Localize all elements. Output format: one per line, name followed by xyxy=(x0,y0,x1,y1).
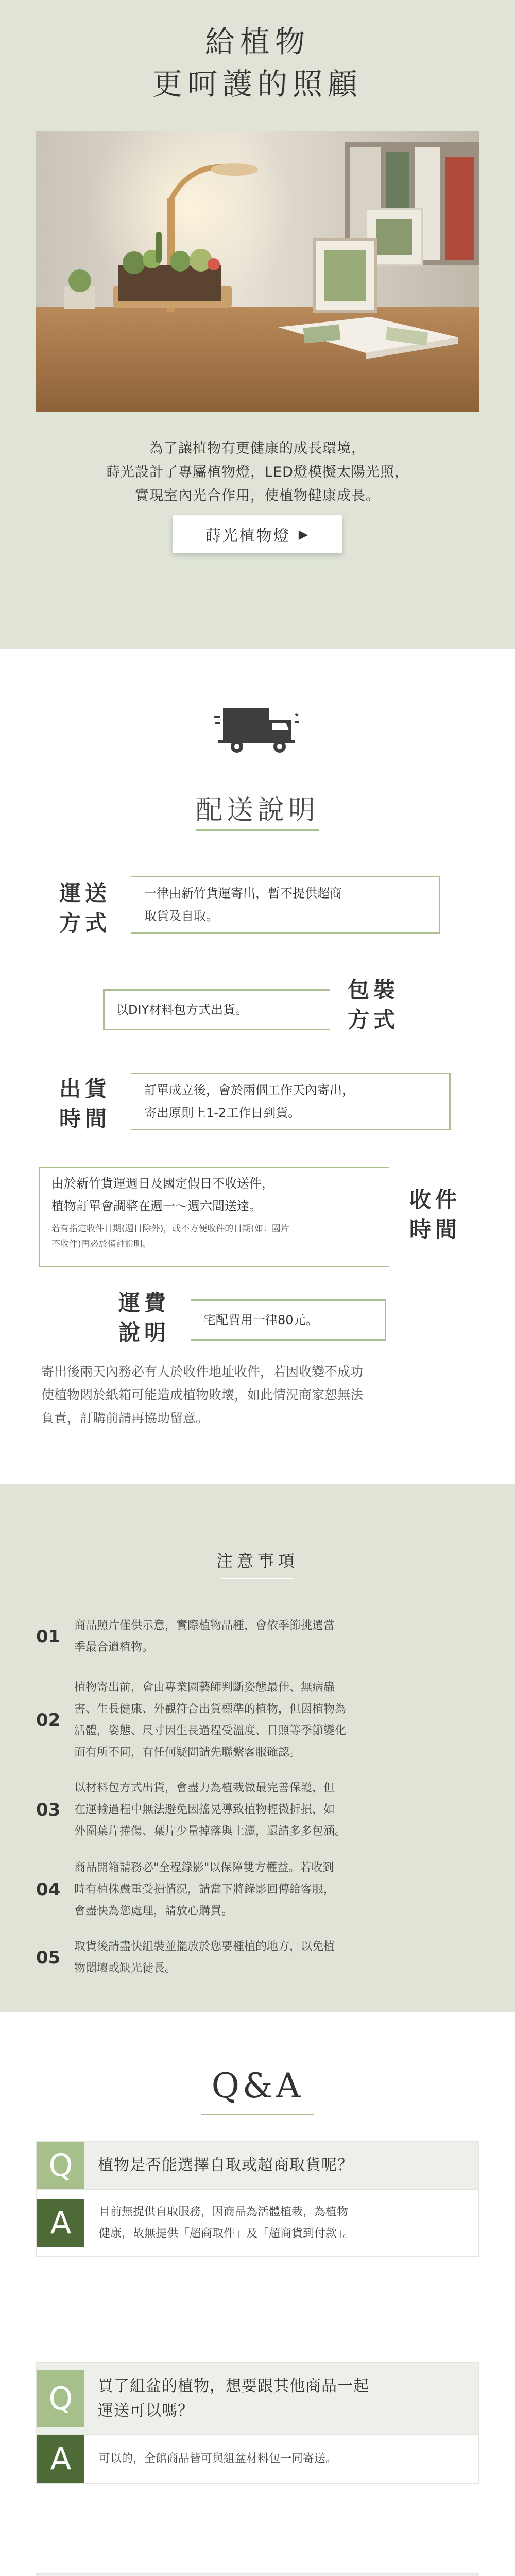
delivery-note-shipping xyxy=(144,882,433,927)
notice-item xyxy=(36,1677,479,1764)
term-line: 說明 xyxy=(118,1320,170,1345)
notice-line: 季最合適植物。 xyxy=(74,1641,154,1654)
note-line: 不收件)再必於備註說明。 xyxy=(52,1239,151,1249)
footer-line: 使植物悶於紙箱可能造成植物敗壞，如此情況商家恕無法 xyxy=(41,1387,364,1402)
answer-text xyxy=(84,2437,351,2481)
question-text xyxy=(84,2153,367,2178)
term-line: 方式 xyxy=(347,1007,399,1032)
note-line: 由於新竹貨運週日及國定假日不收送件， xyxy=(52,1176,274,1191)
delivery-term-fee xyxy=(108,1288,180,1348)
delivery-note-packaging xyxy=(116,998,322,1021)
notice-number: 02 xyxy=(36,1710,61,1731)
notice-line: 而有所不同，有任何疑問請先聯繫客服確認。 xyxy=(74,1746,301,1759)
delivery-note-receiving-small xyxy=(52,1221,381,1252)
term-line: 收件 xyxy=(409,1187,461,1212)
notice-number: 04 xyxy=(36,1879,61,1900)
notice-text xyxy=(74,1677,346,1764)
question-line: 運送可以嗎？ xyxy=(98,2402,194,2420)
qa-card xyxy=(36,2141,479,2257)
hero-title-line: 給植物 xyxy=(204,24,310,59)
hero-product-photo xyxy=(36,131,479,412)
notice-text xyxy=(74,1857,335,1922)
notice-line: 以材料包方式出貨，會盡力為植栽做最完善保護，但 xyxy=(74,1782,335,1794)
question-line: 買了組盆的植物，想要跟其他商品一起 xyxy=(98,2377,369,2395)
question-line: 植物是否能選擇自取或超商取貨呢？ xyxy=(98,2156,353,2174)
plant-lamp-button-label: 蒔光植物燈 xyxy=(205,527,290,545)
title-underline xyxy=(221,1578,294,1579)
delivery-note-dispatch xyxy=(144,1079,443,1124)
hero-title-line: 更呵護的照顧 xyxy=(152,66,363,101)
notice-text xyxy=(74,1777,346,1842)
answer-badge: A xyxy=(37,2199,84,2247)
notice-line: 害、生長健康、外觀符合出貨標準的植物，但因植物為 xyxy=(74,1703,347,1716)
note-line: 若有指定收件日期(週日除外)，或不方便收件的日期(如：國片 xyxy=(52,1224,289,1234)
question-text xyxy=(84,2374,383,2424)
term-line: 運送 xyxy=(59,880,111,906)
note-line: 一律由新竹貨運寄出，暫不提供超商 xyxy=(144,886,342,901)
note-line: 宅配費用一律80元。 xyxy=(203,1313,318,1327)
answer-line: 目前無提供自取服務，因商品為活體植栽，為植物 xyxy=(99,2206,349,2218)
note-line: 以DIY材料包方式出貨。 xyxy=(116,1003,248,1017)
hero-desc-line: 蒔光設計了專屬植物燈，LED燈模擬太陽光照， xyxy=(106,464,409,480)
notice-line: 商品開箱請務必"全程錄影"以保障雙方權益。若收到 xyxy=(74,1861,334,1874)
hero-title xyxy=(0,21,515,105)
notice-line: 植物寄出前，會由專業園藝師判斷姿態最佳、無病蟲 xyxy=(74,1681,335,1694)
notice-line: 活體，姿態、尺寸因生長過程受溫度、日照等季節變化 xyxy=(74,1724,347,1737)
delivery-term-shipping xyxy=(49,878,121,938)
hero-description xyxy=(0,437,515,508)
footer-line: 寄出後兩天內務必有人於收件地址收件，若因收變不成功 xyxy=(41,1364,364,1379)
qa-title: Q&A xyxy=(211,2066,304,2106)
delivery-title: 配送說明 xyxy=(195,795,319,826)
delivery-term-packaging xyxy=(337,975,409,1035)
plant-lamp-button[interactable] xyxy=(173,515,342,553)
delivery-term-receiving xyxy=(399,1185,471,1245)
notice-number: 03 xyxy=(36,1800,61,1820)
notice-number: 01 xyxy=(36,1626,61,1647)
delivery-note-receiving xyxy=(52,1172,381,1217)
qa-card xyxy=(36,2362,479,2484)
term-line: 方式 xyxy=(59,910,111,936)
notice-line: 時有植株嚴重受損情況，請當下將錄影回傳給客服， xyxy=(74,1883,335,1896)
notice-item xyxy=(36,1936,479,1979)
notice-line: 會盡快為您處理，請放心購買。 xyxy=(74,1905,233,1918)
note-line: 取貨及自取。 xyxy=(144,909,218,923)
notice-line: 商品照片僅供示意，實際植物品種，會依季節挑選當 xyxy=(74,1619,335,1632)
notice-line: 取貨後請盡快組裝並擺放於您要種植的地方，以免植 xyxy=(74,1940,335,1953)
note-line: 寄出原則上1-2工作日到貨。 xyxy=(144,1106,301,1120)
note-line: 植物訂單會調整在週一～週六間送達。 xyxy=(52,1199,262,1213)
answer-line: 健康，故無提供「超商取件」及「超商貨到付款」。 xyxy=(99,2227,354,2240)
notice-line: 物悶壞或缺光徒長。 xyxy=(74,1962,177,1975)
play-arrow-icon: ▶ xyxy=(298,527,310,541)
answer-row xyxy=(37,2190,478,2256)
qa-section xyxy=(0,2012,515,2576)
notice-line: 在運輸過程中無法避免因搖晃導致植物輕微折損，如 xyxy=(74,1803,335,1816)
qa-card xyxy=(36,2573,479,2576)
answer-badge: A xyxy=(37,2435,84,2483)
term-line: 運費 xyxy=(118,1290,170,1315)
notice-section xyxy=(0,1484,515,2012)
notice-title: 注意事項 xyxy=(216,1551,299,1571)
delivery-footer-note xyxy=(41,1360,474,1430)
term-line: 包裝 xyxy=(347,977,399,1003)
delivery-section xyxy=(0,649,515,1484)
truck-icon xyxy=(214,703,301,760)
title-underline xyxy=(196,829,319,831)
notice-text xyxy=(74,1936,335,1979)
notice-item xyxy=(36,1615,479,1658)
term-line: 時間 xyxy=(59,1106,111,1131)
answer-text xyxy=(84,2190,368,2256)
notice-line: 外圍葉片捲傷、葉片少量掉落與土灑，還請多多包涵。 xyxy=(74,1825,347,1838)
note-line: 訂單成立後，會於兩個工作天內寄出， xyxy=(144,1083,354,1097)
delivery-note-fee xyxy=(203,1309,379,1331)
notice-number: 05 xyxy=(36,1947,61,1968)
term-line: 出貨 xyxy=(59,1076,111,1101)
notice-item xyxy=(36,1777,479,1842)
hero-desc-line: 為了讓植物有更健康的成長環境， xyxy=(149,440,366,456)
notice-item xyxy=(36,1857,479,1922)
question-badge: Q xyxy=(37,2370,84,2427)
footer-line: 負責，訂購前請再協助留意。 xyxy=(41,1411,209,1426)
notice-text xyxy=(74,1615,335,1658)
question-badge: Q xyxy=(37,2142,84,2189)
answer-line: 可以的，全館商品皆可與組盆材料包一同寄送。 xyxy=(99,2452,337,2465)
hero-section xyxy=(0,0,515,649)
delivery-term-dispatch xyxy=(49,1074,121,1134)
question-row[interactable] xyxy=(37,2363,478,2435)
term-line: 時間 xyxy=(409,1217,461,1242)
answer-row xyxy=(37,2435,478,2483)
question-row[interactable] xyxy=(37,2142,478,2190)
title-underline xyxy=(201,2114,314,2115)
hero-desc-line: 實現室內光合作用，使植物健康成長。 xyxy=(135,488,380,504)
